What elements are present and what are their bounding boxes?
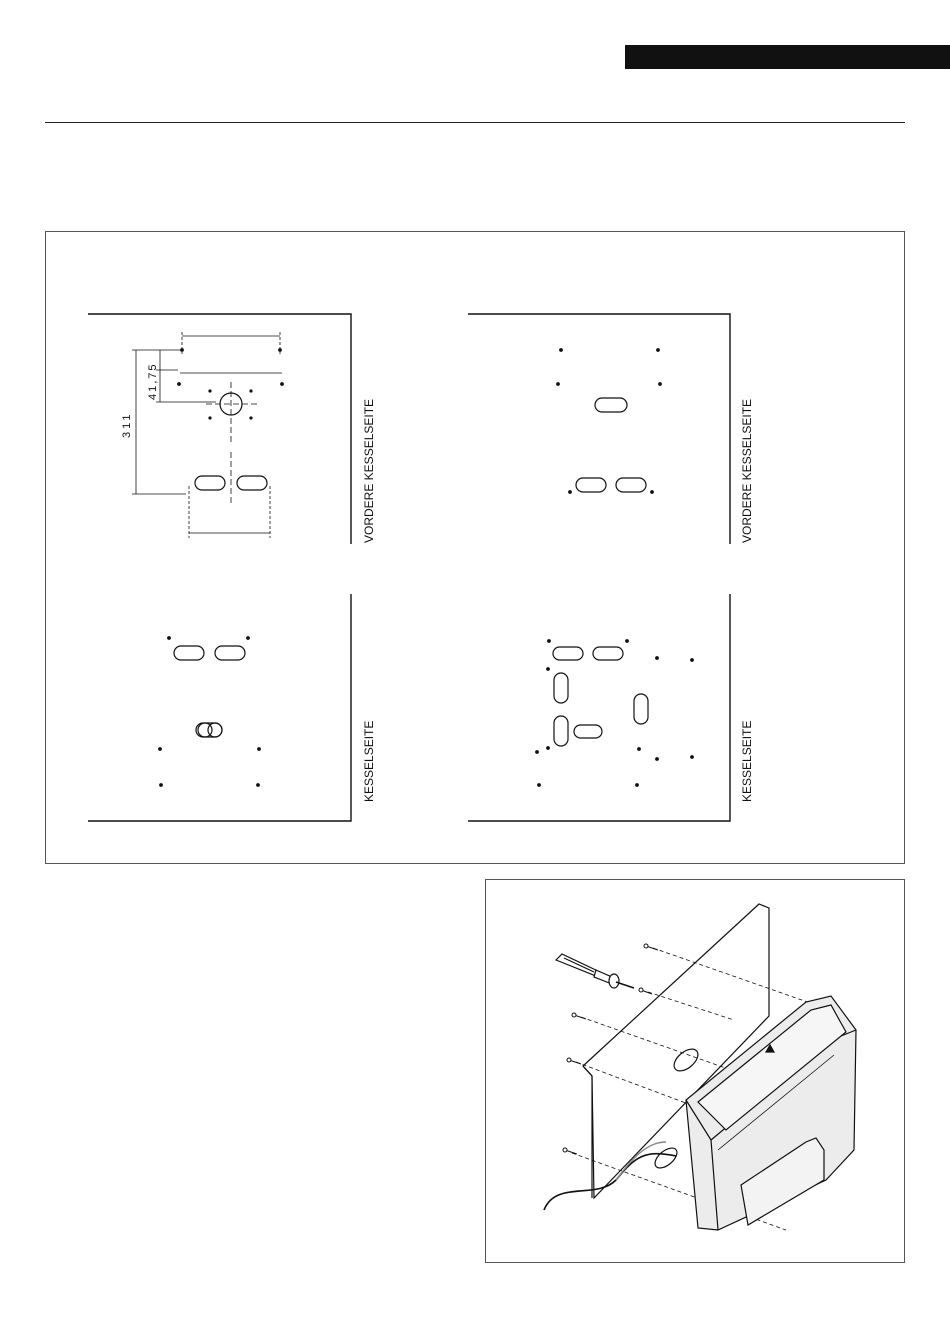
panel-bottom-left (88, 594, 351, 821)
dimension-41-75: 41,75 (147, 362, 159, 400)
side-label-bottom-left: KESSELSEITE (362, 720, 376, 802)
drilling-templates-svg (46, 232, 906, 865)
panel-bottom-right (468, 594, 730, 821)
side-label-bottom-right: KESSELSEITE (740, 720, 754, 802)
panel-top-right (468, 314, 730, 544)
header-bar (625, 45, 950, 69)
dimension-311: 311 (121, 411, 133, 438)
drilling-template-figure (45, 231, 905, 864)
installation-svg (486, 880, 906, 1264)
header-rule (45, 122, 905, 123)
side-label-top-left: VORDERE KESSELSEITE (362, 398, 376, 543)
screwdriver-icon (556, 954, 634, 988)
installation-illustration (485, 879, 905, 1263)
side-label-top-right: VORDERE KESSELSEITE (740, 398, 754, 543)
